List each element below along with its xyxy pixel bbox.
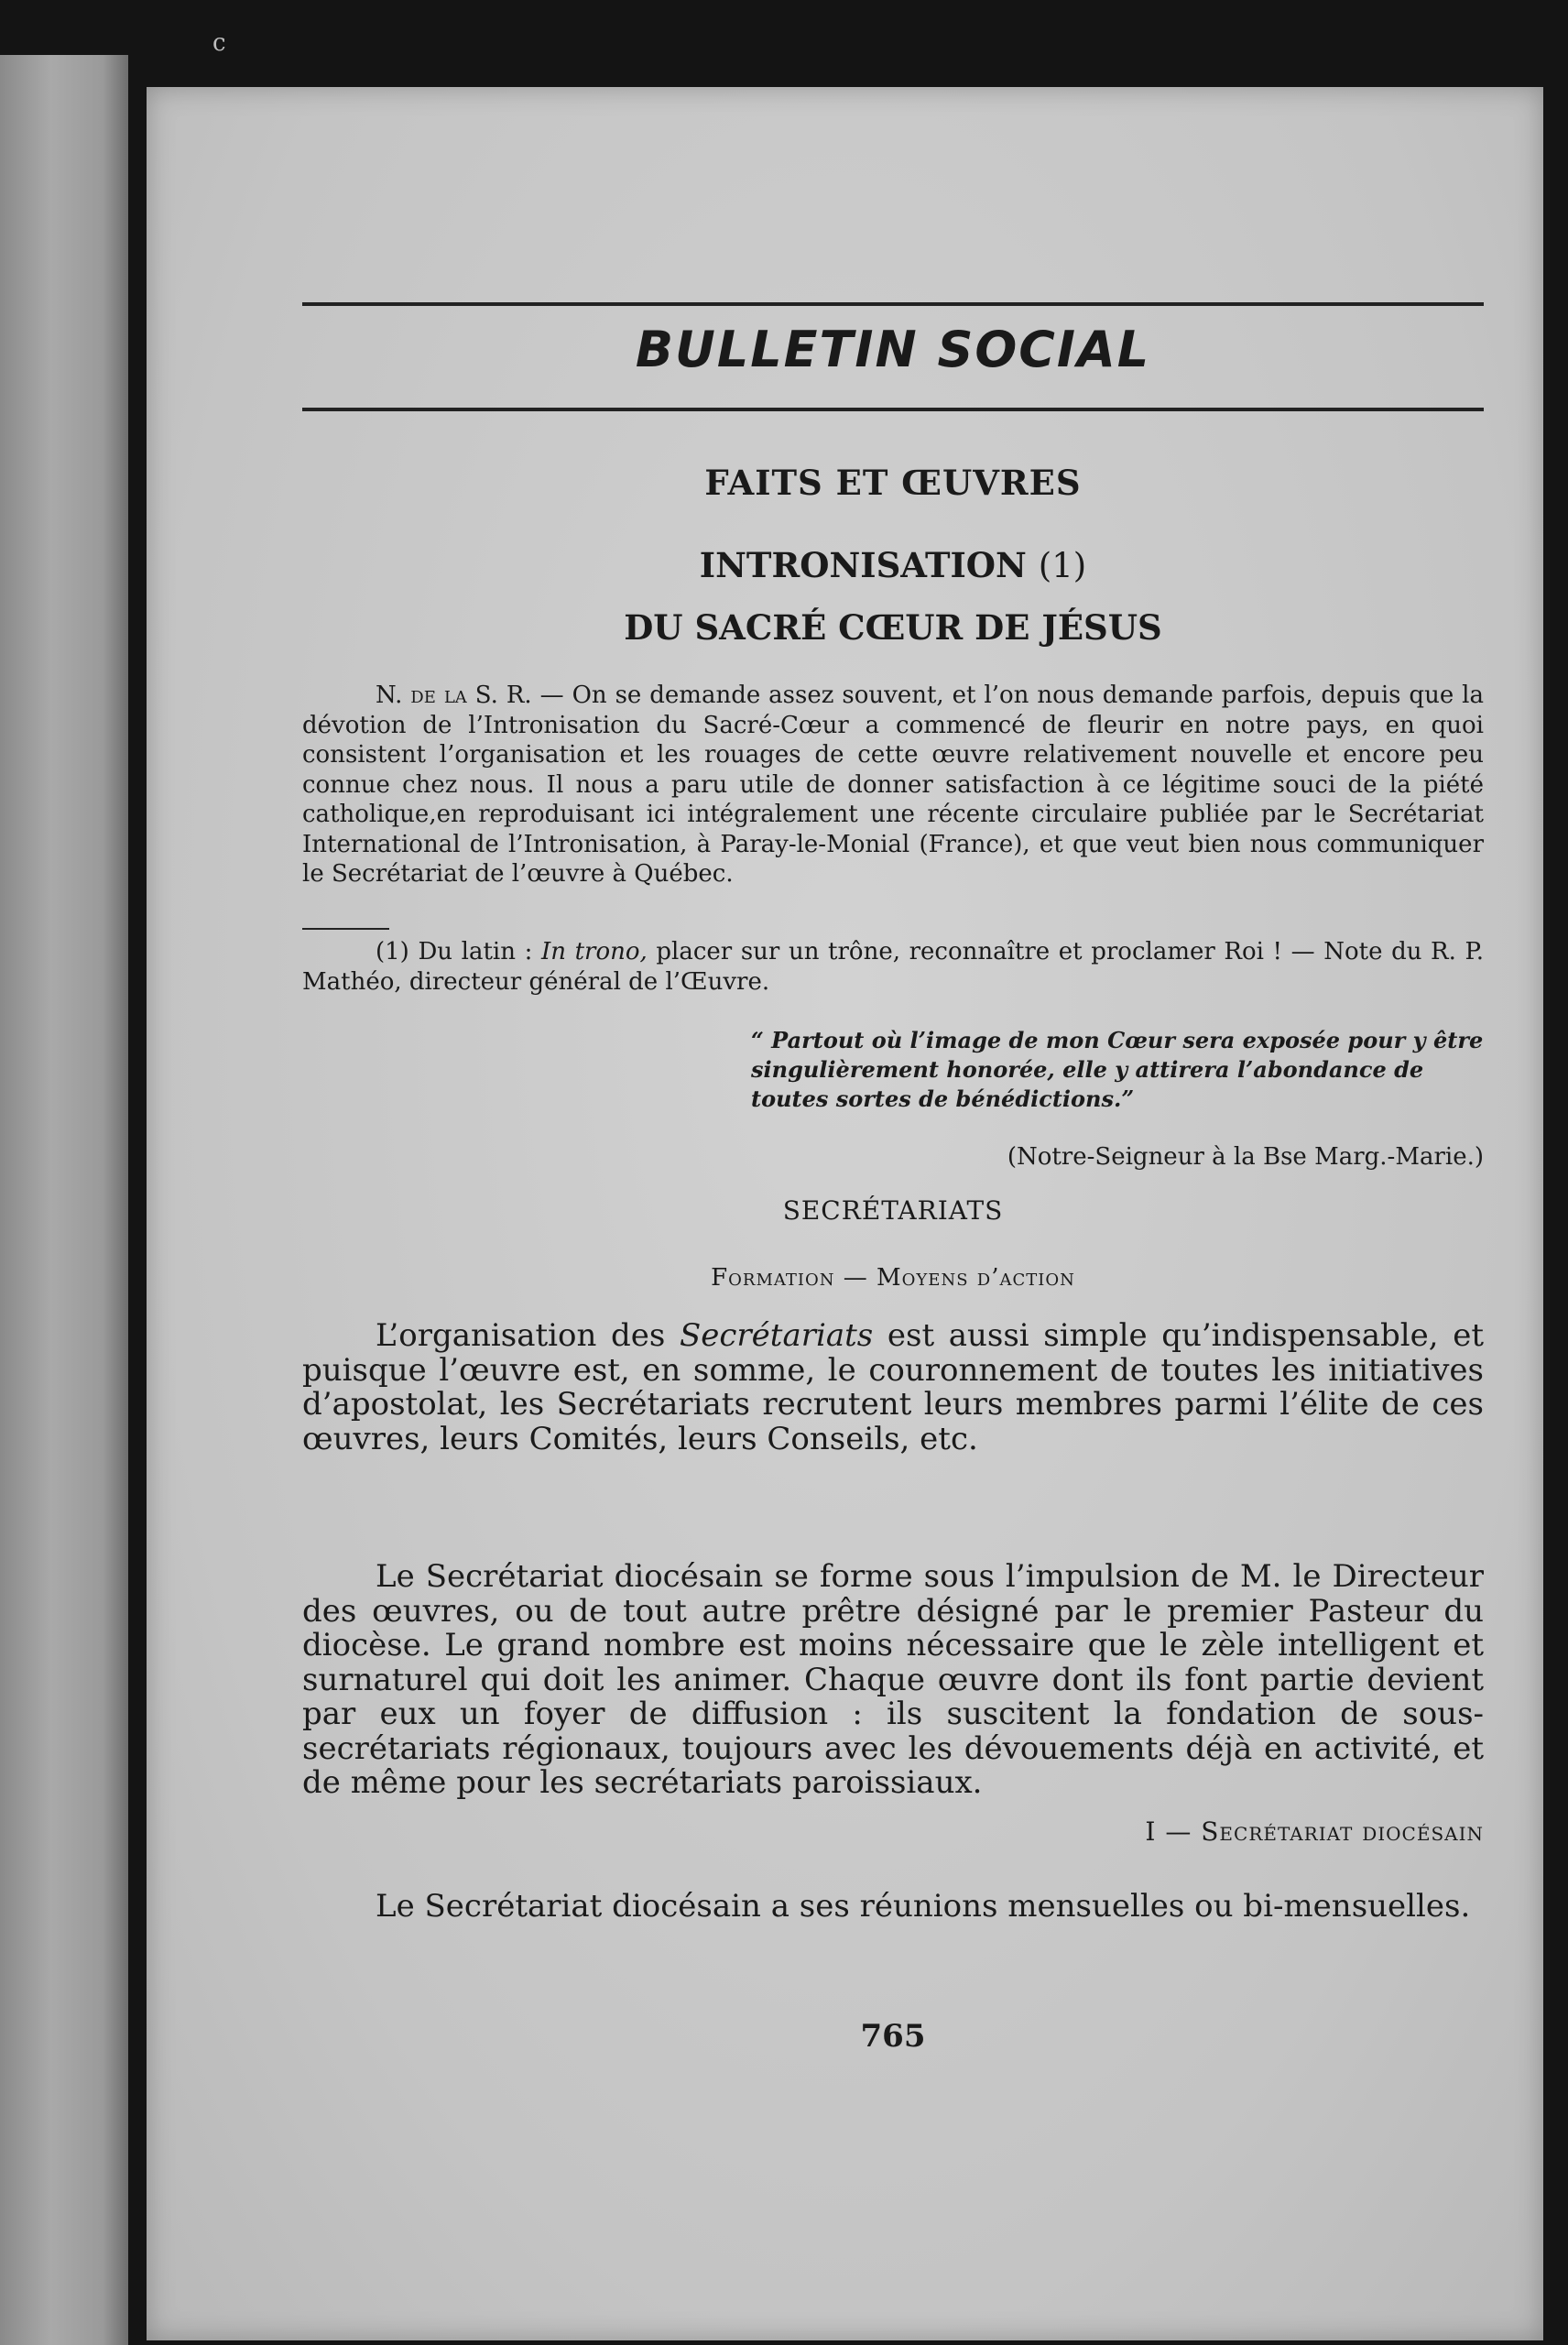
page-number: 765 xyxy=(860,2018,926,2055)
epigraph-source: (Notre-Seigneur à la Bse Marg.-Marie.) xyxy=(1007,1143,1484,1171)
heading-faits-oeuvres: FAITS ET ŒUVRES xyxy=(704,463,1082,503)
editor-note-prefix: N. de la S. R. xyxy=(376,682,532,709)
body-paragraph-3: Le Secrétariat diocésain a ses réunions mensuelles ou bi-mensuelles. xyxy=(376,1888,1471,1925)
subsection-heading: I — Secrétariat diocésain xyxy=(1145,1816,1484,1847)
heading-sacre-coeur: DU SACRÉ CŒUR DE JÉSUS xyxy=(624,607,1162,648)
margin-mark: c xyxy=(212,29,226,57)
footnote xyxy=(302,937,1484,997)
editor-note-text: — On se demande assez souvent, et l’on nous demande parfois, depuis que la dévotion de l’Intronisation du Sacré-Cœur a commencé de fleurir en notre pays, en quoi consistent l’organisation et les rouages de cette œuvre relativement nouvelle et encore peu connue chez nous. Il nous a paru utile de donner satisfaction à ce légitime souci de la piété catholique,en reproduisant ici intégralement une récente circulaire publiée par le Secrétariat International de l’Intronisation, à Paray-le-Monial (France), et que veut bien nous communiquer le Secrétariat de l’œuvre à Québec. xyxy=(302,682,1484,888)
section-title: SECRÉTARIATS xyxy=(782,1195,1004,1226)
footnote-marker: (1) xyxy=(376,938,409,965)
section-subtitle: Formation — Moyens d’action xyxy=(711,1264,1075,1292)
p1-after: est aussi simple qu’indispensable, et puisque l’œuvre est, en somme, le couronnement de toutes les initiatives d’apostolat, les Secrétariats recrutent leurs membres parmi l’élite de ces œuvres, leurs Comités, leurs Conseils, etc. xyxy=(302,1317,1485,1457)
header-rule-bottom xyxy=(302,408,1484,411)
footnote-text: placer sur un trône, reconnaître et proclamer Roi ! — Note du R. P. Mathéo, directeur général de l’Œuvre. xyxy=(302,938,1484,996)
bulletin-title: BULLETIN SOCIAL xyxy=(635,321,1151,378)
heading-intronisation-text: INTRONISATION xyxy=(699,545,1027,585)
header-rule-top xyxy=(302,302,1484,306)
epigraph-quote: “ Partout où l’image de mon Cœur sera exposée pour y être singulièrement honorée, elle y attirera l’abondance de toutes sortes de bénédictions.” xyxy=(751,1027,1484,1112)
p1-before: L’organisation des xyxy=(376,1317,666,1354)
footnote-lead: Du latin : xyxy=(418,938,533,965)
document-page xyxy=(147,87,1543,2340)
body-paragraph-1 xyxy=(302,1319,1484,1456)
facing-page-edge xyxy=(0,55,128,2345)
footnote-latin: In trono, xyxy=(540,938,648,965)
heading-intronisation xyxy=(302,545,1484,585)
editor-note xyxy=(302,681,1484,889)
footnote-rule xyxy=(302,928,389,930)
footnote-ref: (1) xyxy=(1038,546,1087,585)
p1-italic: Secrétariats xyxy=(679,1317,874,1354)
body-paragraph-2: Le Secrétariat diocésain se forme sous l’impulsion de M. le Directeur des œuvres, ou de tout autre prêtre désigné par le premier Pasteur du diocèse. Le grand nombre est moins nécessaire que le zèle intelligent et surnaturel qui doit les animer. Chaque œuvre dont ils font partie devient par eux un foyer de diffusion : ils suscitent la fondation de sous-secrétariats régionaux, toujours avec les dévouements déjà en activité, et de même pour les secrétariats paroissiaux. xyxy=(302,1558,1484,1801)
